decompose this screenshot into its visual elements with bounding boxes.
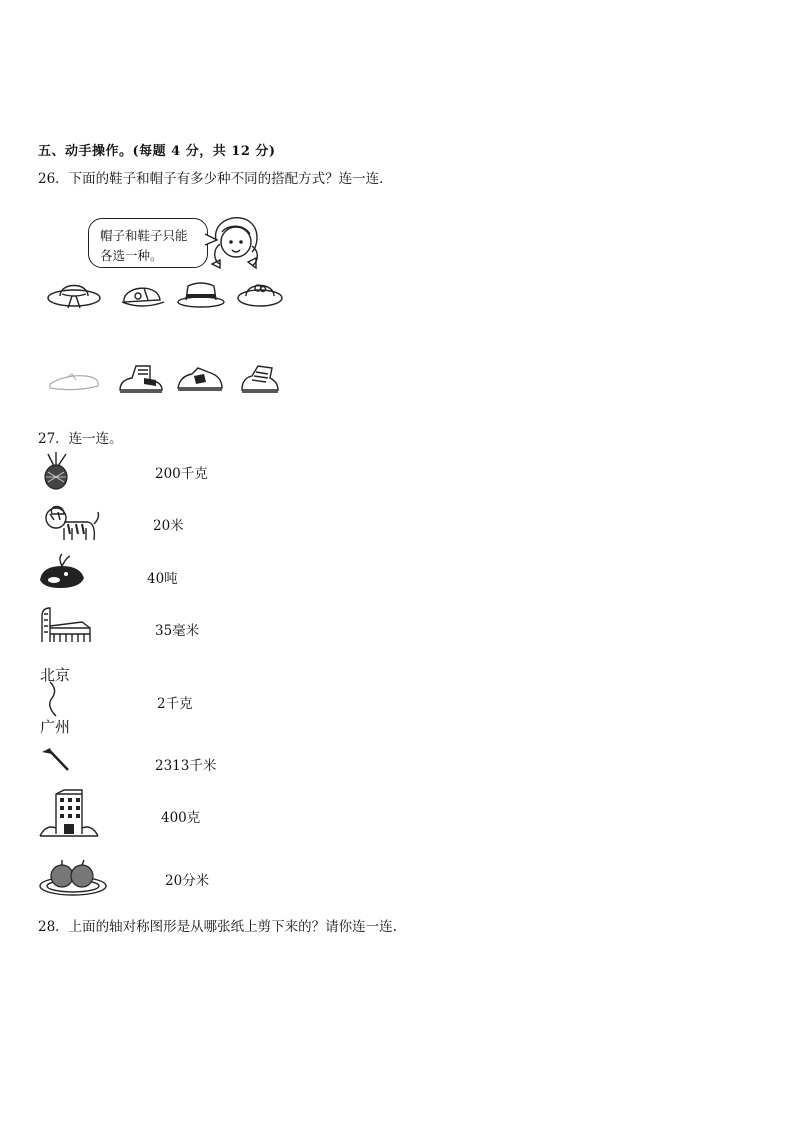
value-label: 2313千米 — [155, 758, 217, 774]
fedora-icon — [176, 278, 226, 312]
girl-face-icon — [208, 210, 264, 270]
value-label: 20米 — [153, 518, 184, 534]
value-label: 2千克 — [157, 696, 193, 712]
section-title: 五、动手操作。(每题 4 分，共 12 分) — [38, 144, 276, 159]
value-label: 400克 — [161, 810, 201, 826]
boot-icon — [116, 362, 166, 398]
sun-hat-icon — [46, 278, 102, 312]
value-label: 40吨 — [147, 571, 178, 587]
speech-bubble-text — [100, 226, 200, 266]
fruit-plate-icon — [38, 856, 108, 898]
map-route-icon — [46, 682, 66, 718]
tiger-icon — [38, 500, 102, 546]
question-27-prompt: 27．连一连。 — [38, 431, 123, 447]
bed-icon — [38, 602, 94, 646]
value-label: 35毫米 — [155, 623, 200, 639]
slipper-icon — [46, 364, 102, 394]
map-label-guangzhou: 广州 — [40, 718, 71, 736]
flower-hat-icon — [236, 276, 284, 310]
value-label: 200千克 — [155, 466, 208, 482]
nail-icon — [40, 746, 72, 774]
pineapple-icon — [40, 452, 72, 490]
building-icon — [38, 786, 100, 840]
cap-icon — [118, 278, 166, 312]
question-26-prompt: 26．下面的鞋子和帽子有多少种不同的搭配方式？连一连． — [38, 171, 393, 187]
value-label: 20分米 — [165, 873, 210, 889]
bubble-line-2: 各选一种。 — [100, 248, 163, 263]
map-label-beijing: 北京 — [40, 666, 71, 684]
laced-shoe-icon — [236, 362, 282, 398]
whale-icon — [36, 554, 88, 592]
question-28-prompt: 28．上面的轴对称图形是从哪张纸上剪下来的？请你连一连. — [38, 919, 397, 935]
sneaker-icon — [174, 364, 226, 396]
bubble-line-1: 帽子和鞋子只能 — [100, 228, 188, 243]
